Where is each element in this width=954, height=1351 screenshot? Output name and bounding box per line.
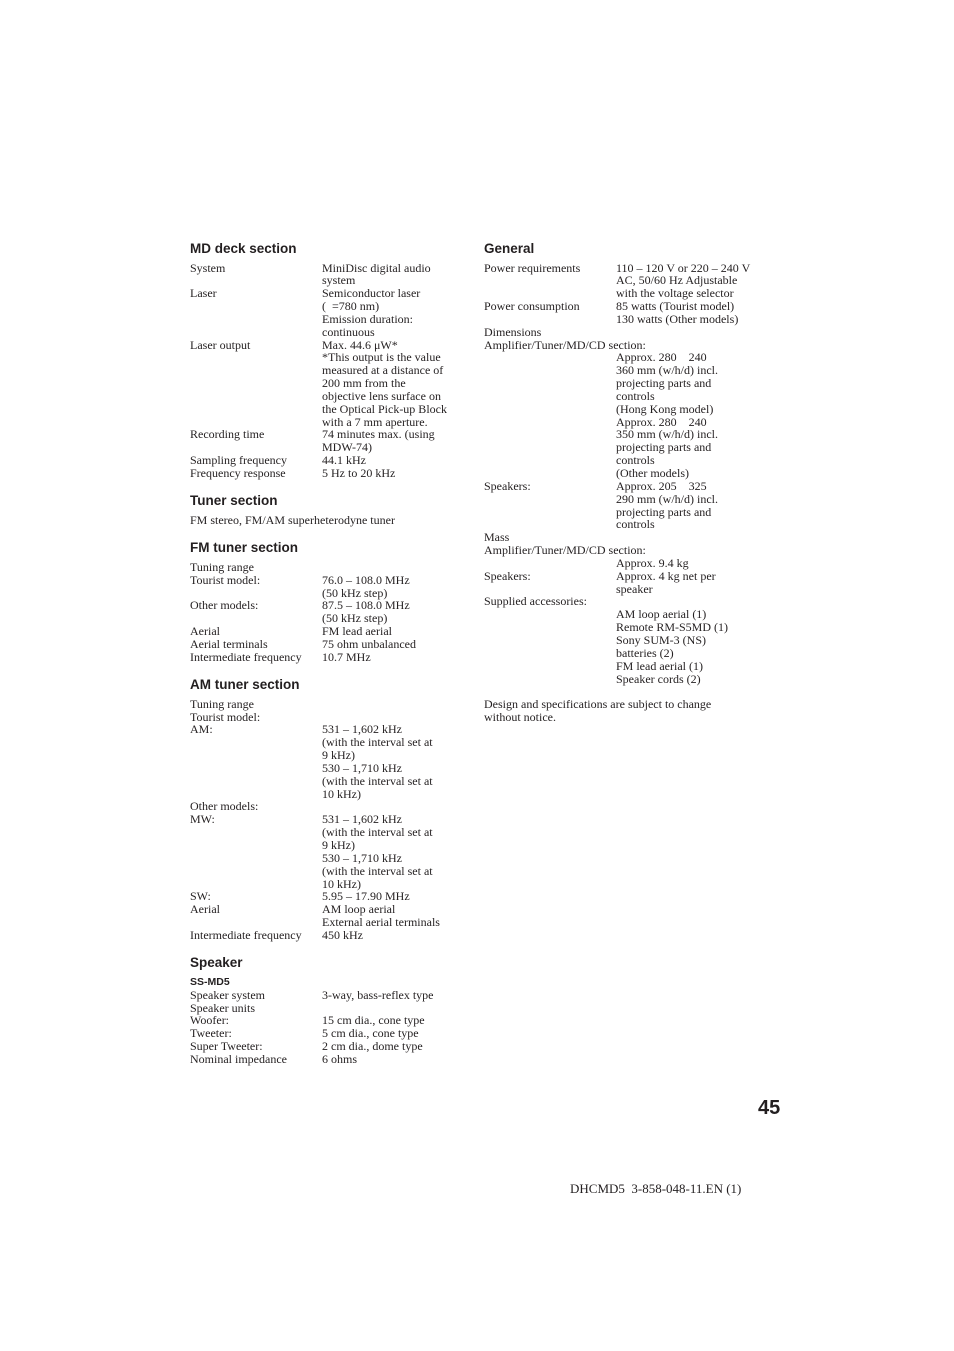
spec-value: Emission duration: — [322, 311, 413, 326]
spec-value: 9 kHz) — [322, 838, 355, 852]
spec-row — [190, 574, 470, 587]
note-line: without notice. — [484, 710, 556, 725]
spec-row — [484, 570, 764, 583]
spec-value: (with the interval set at — [322, 735, 433, 750]
spec-label: Speaker system — [190, 987, 265, 1002]
spec-row — [190, 989, 470, 1002]
spec-row — [190, 326, 470, 339]
spec-row — [190, 625, 470, 638]
spec-row — [484, 518, 764, 531]
spec-value: 5 cm dia., cone type — [322, 1026, 419, 1041]
spec-label: Sampling frequency — [190, 453, 287, 468]
spec-row — [484, 377, 764, 390]
spec-value: 74 minutes max. (using — [322, 427, 435, 442]
spec-value: 531 – 1,602 kHz — [322, 812, 402, 827]
spec-value: 9 kHz) — [322, 748, 355, 763]
spec-row — [484, 467, 764, 480]
spec-label: Mass — [484, 530, 510, 545]
spec-value: with the voltage selector — [616, 286, 734, 301]
spec-row — [190, 390, 470, 403]
spec-label: Amplifier/Tuner/MD/CD section: — [484, 337, 646, 352]
spec-label: Frequency response — [190, 466, 286, 480]
spec-row — [190, 514, 470, 527]
spec-value: 290 mm (w/h/d) incl. — [616, 491, 718, 506]
spec-value: *This output is the value — [322, 350, 441, 365]
spec-value: (50 kHz step) — [322, 611, 388, 626]
spec-row — [190, 403, 470, 416]
spec-value: 360 mm (w/h/d) incl. — [616, 363, 718, 378]
page-number: 45 — [758, 1097, 781, 1119]
spec-label: Aerial terminals — [190, 636, 268, 651]
spec-value: 85 watts (Tourist model) — [616, 299, 735, 314]
spec-row — [484, 634, 764, 647]
spec-value: Speaker cords (2) — [616, 671, 701, 686]
spec-value: 130 watts (Other models) — [616, 311, 739, 326]
general — [484, 241, 764, 685]
spec-value: FM lead aerial (1) — [616, 658, 703, 673]
spec-label: Recording time — [190, 427, 265, 442]
spec-value: measured at a distance of — [322, 363, 444, 378]
spec-row — [484, 403, 764, 416]
section-heading: Tuner section — [190, 493, 278, 509]
spec-row — [190, 377, 470, 390]
spec-row — [484, 493, 764, 506]
spec-value: objective lens surface on — [322, 388, 441, 403]
spec-row — [484, 544, 764, 557]
spec-label: MW: — [190, 812, 215, 827]
spec-row — [484, 647, 764, 660]
spec-value: (Other models) — [616, 466, 689, 480]
spec-value: 200 mm from the — [322, 376, 406, 391]
section-heading: MD deck section — [190, 241, 297, 256]
spec-row — [190, 313, 470, 326]
spec-value: Approx. 280 240 — [616, 414, 707, 429]
spec-value: controls — [616, 388, 655, 403]
spec-value: Approx. 205 325 — [616, 478, 707, 493]
section-heading: FM tuner section — [190, 540, 299, 556]
spec-value: batteries (2) — [616, 645, 674, 660]
spec-value: projecting parts and — [616, 376, 712, 391]
spec-value: system — [322, 273, 356, 288]
md-deck-section — [190, 241, 470, 480]
spec-label: Intermediate frequency — [190, 927, 302, 942]
spec-row — [190, 865, 470, 878]
spec-label: Amplifier/Tuner/MD/CD section: — [484, 543, 646, 558]
spec-value: 110 – 120 V or 220 – 240 V — [616, 260, 751, 275]
spec-value: Remote RM-S5MD (1) — [616, 620, 728, 635]
spec-value: controls — [616, 453, 655, 468]
spec-row — [190, 839, 470, 852]
footer-document-code: DHCMD5 3-858-048-11.EN (1) — [570, 1181, 742, 1196]
spec-label: Aerial — [190, 624, 220, 639]
spec-row — [190, 929, 470, 942]
am-tuner-section — [190, 677, 470, 942]
spec-label: Tweeter: — [190, 1026, 232, 1041]
spec-label: Speakers: — [484, 568, 531, 583]
spec-value: Approx. 9.4 kg — [616, 555, 689, 570]
spec-value: AC, 50/60 Hz Adjustable — [616, 273, 738, 288]
spec-value: (with the interval set at — [322, 773, 433, 788]
spec-row — [190, 916, 470, 929]
spec-label: Tuning range — [190, 559, 254, 574]
spec-row — [190, 1040, 470, 1053]
spec-value: MDW-74) — [322, 440, 372, 455]
spec-value: Max. 44.6 μW* — [322, 337, 398, 352]
spec-value: controls — [616, 517, 655, 532]
section-heading: AM tuner section — [190, 677, 300, 693]
spec-row — [190, 762, 470, 775]
spec-label: FM stereo, FM/AM superheterodyne tuner — [190, 512, 395, 527]
spec-row — [190, 852, 470, 865]
spec-value: FM lead aerial — [322, 624, 392, 639]
spec-label: Power consumption — [484, 299, 580, 314]
spec-row — [190, 749, 470, 762]
tuner-section — [190, 493, 470, 526]
spec-value: AM loop aerial (1) — [616, 607, 707, 622]
spec-label: System — [190, 260, 226, 275]
spec-value: 530 – 1,710 kHz — [322, 760, 402, 775]
spec-value: with a 7 mm aperture. — [322, 414, 428, 429]
spec-row — [484, 673, 764, 686]
spec-label: Other models: — [190, 799, 259, 814]
spec-row — [484, 480, 764, 493]
section-heading: Speaker — [190, 955, 243, 971]
spec-value: 75 ohm unbalanced — [322, 636, 416, 651]
spec-label: Power requirements — [484, 260, 581, 275]
spec-label: Intermediate frequency — [190, 649, 302, 664]
spec-value: 2 cm dia., dome type — [322, 1039, 423, 1054]
spec-value: 5.95 – 17.90 MHz — [322, 889, 410, 904]
spec-value: 531 – 1,602 kHz — [322, 722, 402, 737]
spec-value: 450 kHz — [322, 927, 363, 942]
spec-value: projecting parts and — [616, 504, 712, 519]
spec-label: Aerial — [190, 902, 220, 917]
spec-value: (50 kHz step) — [322, 585, 388, 600]
spec-value: 6 ohms — [322, 1051, 358, 1066]
spec-row — [190, 651, 470, 664]
specifications-note — [484, 698, 764, 724]
spec-row — [484, 390, 764, 403]
spec-row — [484, 313, 764, 326]
spec-value: MiniDisc digital audio — [322, 260, 431, 275]
spec-row — [484, 300, 764, 313]
spec-row — [190, 467, 470, 480]
spec-row — [190, 300, 470, 313]
spec-value: External aerial terminals — [322, 915, 440, 930]
spec-label: Tuning range — [190, 696, 254, 711]
spec-row — [190, 1053, 470, 1066]
spec-value: Semiconductor laser — [322, 286, 421, 301]
spec-value: (with the interval set at — [322, 863, 433, 878]
speaker — [190, 955, 470, 1065]
spec-row — [484, 557, 764, 570]
left-column — [190, 241, 470, 1066]
spec-value: Approx. 280 240 — [616, 350, 707, 365]
spec-label: Super Tweeter: — [190, 1039, 263, 1054]
spec-row — [484, 660, 764, 673]
spec-value: (Hong Kong model) — [616, 401, 714, 416]
spec-value: (with the interval set at — [322, 825, 433, 840]
spec-label: SW: — [190, 889, 211, 904]
right-column — [484, 241, 764, 724]
spec-row — [190, 638, 470, 651]
spec-label: Nominal impedance — [190, 1051, 287, 1066]
spec-value: Sony SUM-3 (NS) — [616, 632, 707, 647]
spec-value: 5 Hz to 20 kHz — [322, 466, 396, 480]
spec-row — [190, 775, 470, 788]
spec-row — [484, 326, 764, 339]
spec-label: Laser output — [190, 337, 251, 352]
spec-row — [190, 698, 470, 711]
spec-value: Approx. 4 kg net per — [616, 568, 716, 583]
spec-value: ( =780 nm) — [322, 299, 380, 314]
fm-tuner-section — [190, 540, 470, 663]
spec-label: Supplied accessories: — [484, 594, 587, 609]
spec-label: Laser — [190, 286, 217, 301]
spec-value: 10.7 MHz — [322, 649, 371, 664]
spec-label: Dimensions — [484, 324, 542, 339]
spec-value: 10 kHz) — [322, 876, 361, 891]
spec-label: Other models: — [190, 598, 259, 613]
spec-label: AM: — [190, 722, 213, 737]
spec-value: the Optical Pick-up Block — [322, 401, 447, 416]
spec-value: 530 – 1,710 kHz — [322, 850, 402, 865]
spec-value: 76.0 – 108.0 MHz — [322, 572, 410, 587]
note-line: Design and specifications are subject to change — [484, 697, 712, 712]
spec-value: speaker — [616, 581, 653, 596]
spec-value: projecting parts and — [616, 440, 712, 455]
spec-value: 3-way, bass-reflex type — [322, 987, 434, 1002]
spec-value: AM loop aerial — [322, 902, 396, 917]
spec-label: Woofer: — [190, 1013, 230, 1028]
spec-label: Speakers: — [484, 478, 531, 493]
spec-label: Tourist model: — [190, 572, 261, 587]
spec-value: 10 kHz) — [322, 786, 361, 801]
spec-label: Tourist model: — [190, 709, 261, 724]
spec-value: 44.1 kHz — [322, 453, 366, 468]
spec-value: continuous — [322, 324, 375, 339]
spec-row — [190, 561, 470, 574]
spec-label: Speaker units — [190, 1000, 255, 1015]
section-heading: General — [484, 241, 535, 256]
spec-value: 15 cm dia., cone type — [322, 1013, 425, 1028]
model-subheading: SS-MD5 — [190, 975, 230, 988]
spec-value: 87.5 – 108.0 MHz — [322, 598, 410, 613]
spec-value: 350 mm (w/h/d) incl. — [616, 427, 718, 442]
